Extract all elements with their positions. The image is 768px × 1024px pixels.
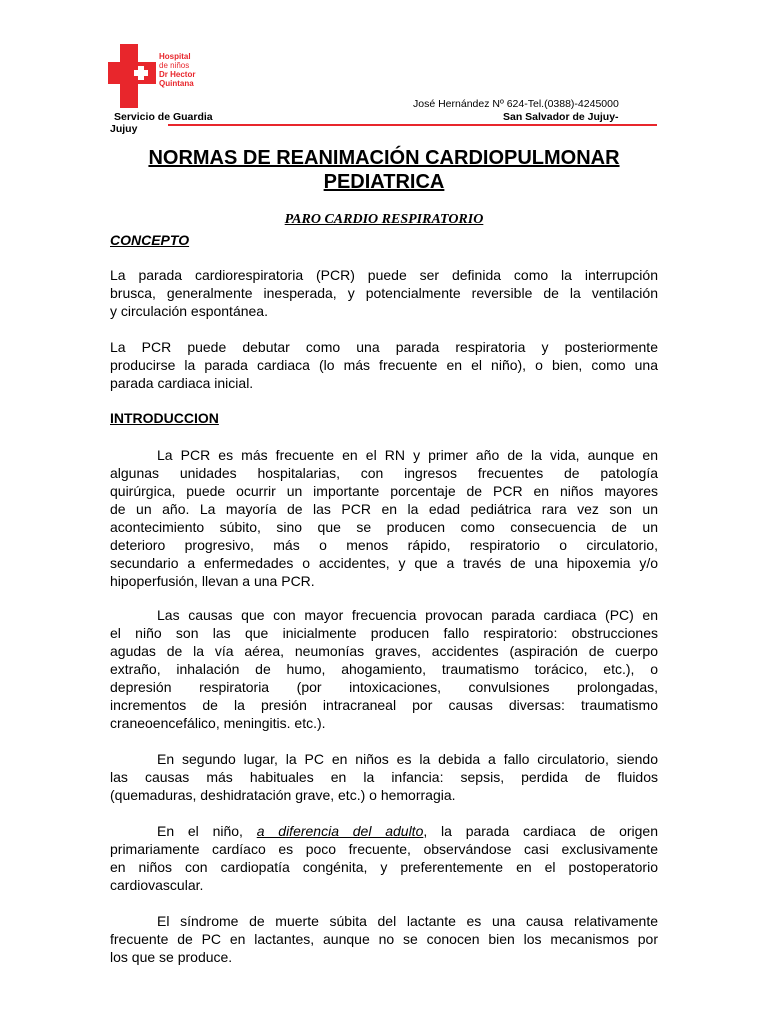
paragraph-intro-3 [110, 750, 658, 804]
hospital-address: José Hernández Nº 624-Tel.(0388)-4245000 [413, 98, 619, 110]
text-line: incrementos de la presión intracraneal por causas diversas: traumatismo [110, 697, 658, 713]
text-line: Las causas que con mayor frecuencia provocan parada cardiaca (PC) en [157, 607, 658, 623]
text-line: cardiovascular. [110, 877, 204, 893]
text-line: en niños con cardiopatía congénita, y preferentemente en el postoperatorio [110, 859, 658, 875]
paragraph-intro-4 [110, 822, 658, 894]
text-line: quirúrgica, puede ocurrir un importante porcentaje de PCR en niños mayores [110, 483, 658, 499]
text-line [110, 822, 658, 840]
hospital-cross-logo [108, 44, 156, 108]
text-line: de un año. La mayoría de las PCR en la edad pediátrica rara vez son un [110, 501, 658, 517]
document-title [110, 146, 658, 194]
text-line: primariamente cardíaco es poco frecuente, observándose casi exclusivamente [110, 841, 658, 857]
text-line: El síndrome de muerte súbita del lactante es una causa relativamente [157, 913, 658, 929]
logo-line: Dr Hector [159, 70, 196, 79]
text-line: depresión respiratoria (por intoxicaciones, convulsiones prolongadas, [110, 679, 658, 695]
hospital-logo-text [159, 52, 195, 88]
text-line: las causas más habituales en la infancia: sepsis, perdida de fluidos [110, 769, 658, 785]
logo-line: Quintana [159, 79, 194, 88]
city-name: San Salvador de Jujuy- [503, 111, 619, 123]
text-line: (quemaduras, deshidratación grave, etc.) o hemorragia. [110, 787, 456, 803]
text-line: secundario a enfermedades o accidentes, y que a través de una hipoxemia y/o [110, 555, 658, 571]
introduccion-heading: INTRODUCCION [110, 410, 219, 426]
document-subtitle: PARO CARDIO RESPIRATORIO [284, 212, 484, 227]
text-line: La PCR puede debutar como una parada respiratoria y posteriormente [110, 339, 658, 355]
text-line: el niño son las que inicialmente producen fallo respiratorio: obstrucciones [110, 625, 658, 641]
text-line: extraño, inhalación de humo, ahogamiento, traumatismo torácico, etc.), o [110, 661, 658, 677]
title-line-1: NORMAS DE REANIMACIÓN CARDIOPULMONAR [148, 147, 620, 169]
service-line-1: Servicio de Guardia [114, 111, 213, 123]
text-line: En segundo lugar, la PC en niños es la debida a fallo circulatorio, siendo [157, 751, 658, 767]
text-line: frecuente de PC en lactantes, aunque no se conocen bien los mecanismos por [110, 931, 658, 947]
paragraph-concepto-1 [110, 266, 658, 320]
text-line: hipoperfusión, llevan a una PCR. [110, 573, 315, 589]
header-divider [168, 124, 657, 126]
text-line: agudas de la vía aérea, neumonías graves, accidentes (aspiración de cuerpo [110, 643, 658, 659]
service-line-2: Jujuy [110, 123, 138, 135]
text-run: En el niño, [157, 823, 243, 839]
paragraph-concepto-2 [110, 338, 658, 392]
text-line: deterioro progresivo, más o menos rápido, respiratorio o circulatorio, [110, 537, 658, 553]
service-name [110, 111, 213, 135]
paragraph-intro-5 [110, 912, 658, 966]
paragraph-intro-1 [110, 446, 658, 590]
text-line: La PCR es más frecuente en el RN y primer año de la vida, aunque en [157, 447, 658, 463]
text-line: acontecimiento súbito, sino que se producen como consecuencia de un [110, 519, 658, 535]
paragraph-intro-2 [110, 606, 658, 732]
logo-line: Hospital [159, 52, 191, 61]
text-line: La parada cardiorespiratoria (PCR) puede ser definida como la interrupción [110, 267, 658, 283]
text-line: algunas unidades hospitalarias, con ingresos frecuentes de patología [110, 465, 658, 481]
logo-line: de niños [159, 61, 190, 70]
text-line: y circulación espontánea. [110, 303, 268, 319]
text-run: , la parada cardiaca de origen [423, 823, 659, 839]
emphasis-text: a diferencia del adulto [256, 823, 424, 839]
text-line: parada cardiaca inicial. [110, 375, 254, 391]
text-line: los que se produce. [110, 949, 233, 965]
title-line-2: PEDIATRICA [323, 171, 445, 193]
concepto-heading: CONCEPTO [110, 232, 190, 248]
text-line: craneoencefálico, meningitis. etc.). [110, 715, 326, 731]
text-line: brusca, generalmente inesperada, y potencialmente reversible de la ventilación [110, 285, 658, 301]
text-line: producirse la parada cardiaca (lo más frecuente en el niño), o bien, como una [110, 357, 658, 373]
